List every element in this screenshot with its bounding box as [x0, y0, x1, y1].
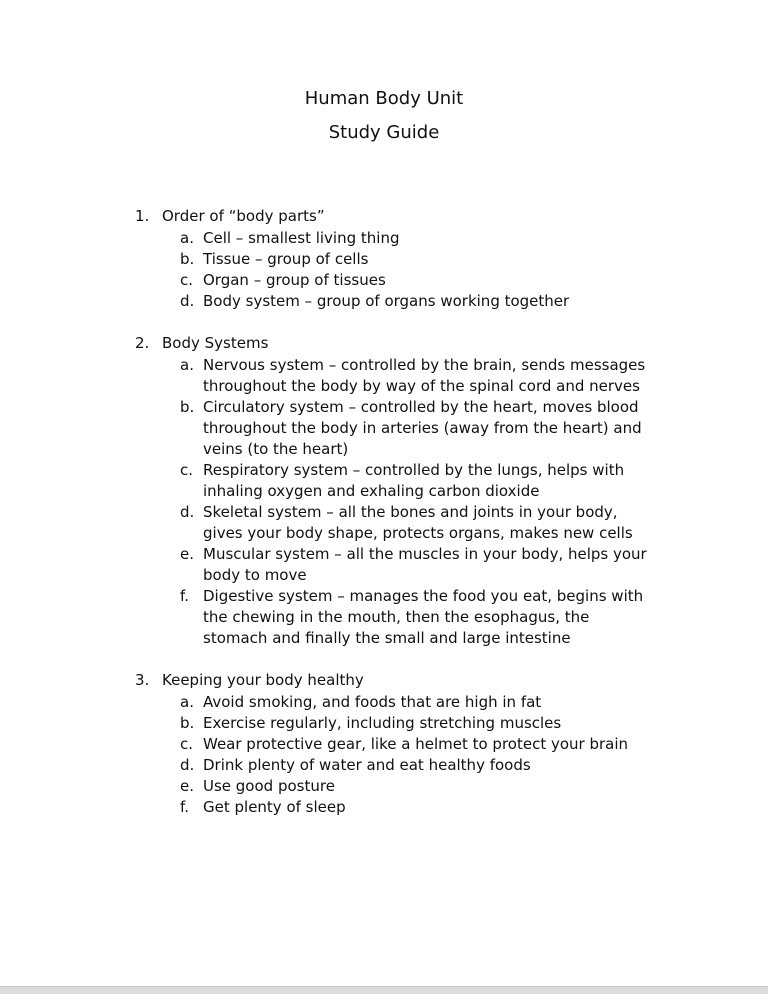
list-item-text: Muscular system – all the muscles in your body, helps your body to move: [203, 545, 647, 584]
list-letter: a.: [180, 693, 194, 711]
title-line-2: Study Guide: [328, 122, 440, 143]
list-item-text: Skeletal system – all the bones and joints in your body, gives your body shape, protects organs, makes new cells: [203, 503, 633, 542]
section-heading-text: Order of “body parts”: [162, 207, 325, 225]
section-items: [135, 692, 660, 818]
list-item: [180, 776, 660, 797]
list-letter: d.: [180, 503, 195, 521]
list-item: [180, 797, 660, 818]
list-item: [180, 692, 660, 713]
section-items: [135, 228, 660, 312]
list-item: [180, 355, 660, 397]
list-item-text: Digestive system – manages the food you eat, begins with the chewing in the mouth, then the esophagus, the stomach and finally the small and large intestine: [203, 587, 644, 647]
list-item: [180, 228, 660, 249]
list-item-text: Drink plenty of water and eat healthy foods: [203, 756, 531, 774]
list-item-text: Respiratory system – controlled by the lungs, helps with inhaling oxygen and exhaling carbon dioxide: [203, 461, 625, 500]
document-body: [135, 206, 660, 818]
list-number: 3.: [135, 671, 150, 689]
list-item: [180, 755, 660, 776]
list-item-text: Get plenty of sleep: [203, 798, 346, 816]
section-heading: [135, 670, 660, 691]
list-item: [180, 544, 660, 586]
list-item-text: Cell – smallest living thing: [203, 229, 400, 247]
section-items: [135, 355, 660, 649]
list-letter: c.: [180, 461, 194, 479]
list-number: 2.: [135, 334, 150, 352]
list-item: [180, 713, 660, 734]
list-item: [180, 586, 660, 649]
list-item-text: Tissue – group of cells: [203, 250, 369, 268]
list-letter: e.: [180, 777, 194, 795]
page-bottom-edge: [0, 986, 768, 994]
title-line-1: Human Body Unit: [304, 88, 464, 109]
list-number: 1.: [135, 207, 150, 225]
list-item-text: Exercise regularly, including stretching muscles: [203, 714, 562, 732]
list-item-text: Body system – group of organs working together: [203, 292, 570, 310]
list-letter: d.: [180, 756, 195, 774]
list-item: [180, 502, 660, 544]
list-letter: f.: [180, 798, 189, 816]
list-item: [180, 249, 660, 270]
list-item-text: Avoid smoking, and foods that are high in fat: [203, 693, 542, 711]
list-item-text: Organ – group of tissues: [203, 271, 386, 289]
list-item: [180, 460, 660, 502]
section-body-systems: [135, 333, 660, 649]
list-item: [180, 270, 660, 291]
section-heading-text: Keeping your body healthy: [162, 671, 364, 689]
list-letter: b.: [180, 714, 195, 732]
list-item: [180, 291, 660, 312]
list-letter: c.: [180, 271, 194, 289]
list-item: [180, 397, 660, 460]
section-order-of-body-parts: [135, 206, 660, 312]
list-item: [180, 734, 660, 755]
list-item-text: Wear protective gear, like a helmet to protect your brain: [203, 735, 629, 753]
list-letter: b.: [180, 398, 195, 416]
list-letter: f.: [180, 587, 189, 605]
list-letter: a.: [180, 356, 194, 374]
section-keeping-body-healthy: [135, 670, 660, 818]
list-item-text: Use good posture: [203, 777, 335, 795]
list-item-text: Circulatory system – controlled by the heart, moves blood throughout the body in arteries (away from the heart) and veins (to the heart): [203, 398, 642, 458]
list-item-text: Nervous system – controlled by the brain, sends messages throughout the body by way of the spinal cord and nerves: [203, 356, 646, 395]
list-letter: e.: [180, 545, 194, 563]
list-letter: b.: [180, 250, 195, 268]
section-heading: [135, 206, 660, 227]
list-letter: d.: [180, 292, 195, 310]
list-letter: a.: [180, 229, 194, 247]
section-heading: [135, 333, 660, 354]
document-title: [108, 82, 660, 150]
section-heading-text: Body Systems: [162, 334, 269, 352]
list-letter: c.: [180, 735, 194, 753]
